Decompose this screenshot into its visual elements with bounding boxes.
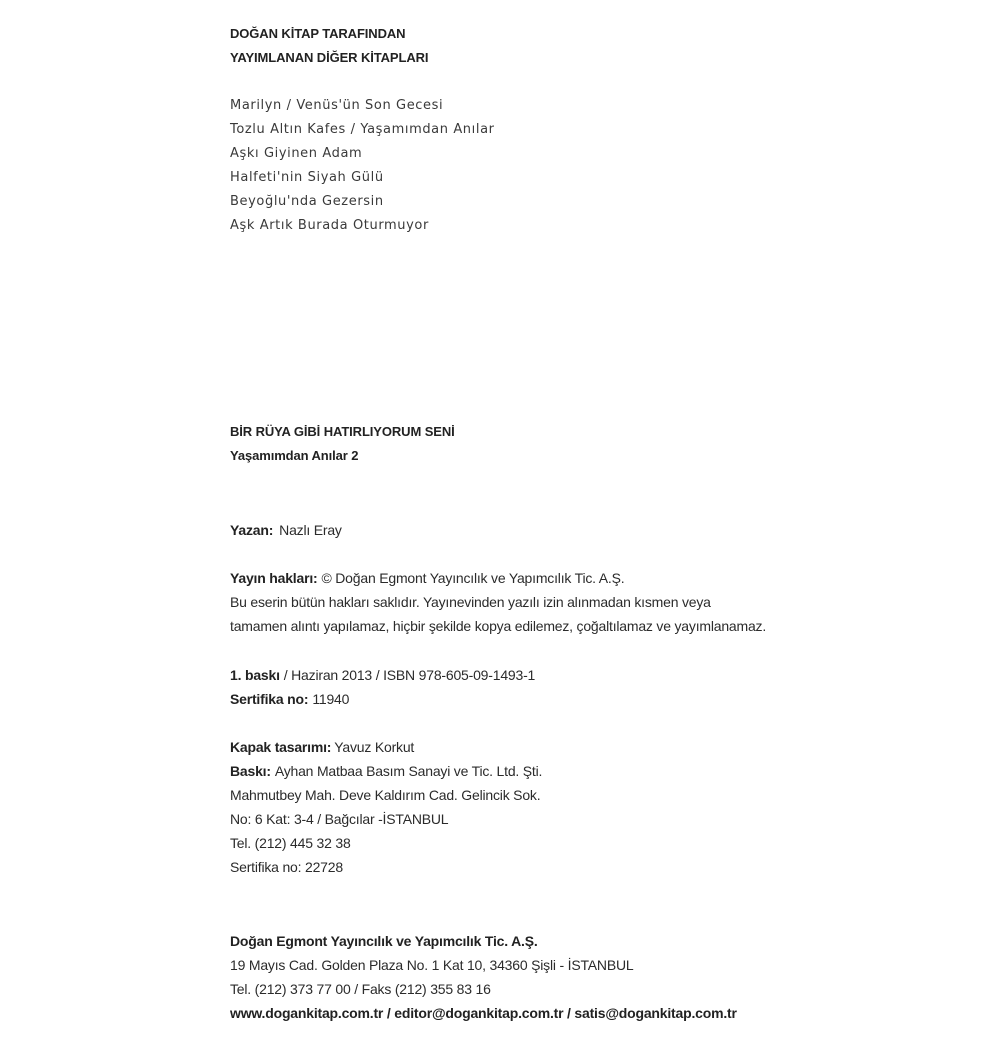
author-section	[230, 518, 970, 542]
book-title: BİR RÜYA GİBİ HATIRLIYORUM SENİ	[230, 424, 455, 439]
publisher-address: 19 Mayıs Cad. Golden Plaza No. 1 Kat 10, 34360 Şişli - İSTANBUL	[230, 957, 634, 973]
other-books-heading-line2: YAYIMLANAN DİĞER KİTAPLARI	[230, 50, 429, 65]
rights-notice-line1: Bu eserin bütün hakları saklıdır. Yayınevinden yazılı izin alınmadan kısmen veya	[230, 594, 711, 610]
edition-line	[230, 663, 970, 687]
book-list-item: Tozlu Altın Kafes / Yaşamımdan Anılar	[230, 122, 495, 137]
cover-designer: Yavuz Korkut	[334, 739, 415, 755]
printer-address-line1: Mahmutbey Mah. Deve Kaldırım Cad. Gelincik Sok.	[230, 787, 541, 803]
edition-section	[230, 663, 970, 711]
printer-certificate: Sertifika no: 22728	[230, 859, 343, 875]
rights-holder: © Doğan Egmont Yayıncılık ve Yapımcılık Tic. A.Ş.	[321, 570, 625, 586]
publisher-section	[230, 929, 970, 1025]
edition-certificate-number: 11940	[312, 691, 350, 707]
rights-notice-line2: tamamen alıntı yapılamaz, hiçbir şekilde kopya edilemez, çoğaltılamaz ve yayımlanamaz.	[230, 618, 767, 634]
book-list-item: Halfeti'nin Siyah Gülü	[230, 170, 384, 185]
edition-label: 1. baskı	[230, 667, 280, 683]
publisher-web-contacts: www.dogankitap.com.tr / editor@dogankitap.com.tr / satis@dogankitap.com.tr	[230, 1005, 737, 1021]
printer-name: Ayhan Matbaa Basım Sanayi ve Tic. Ltd. Şti.	[274, 763, 543, 779]
edition-certificate-label: Sertifika no:	[230, 691, 309, 707]
printer-line	[230, 759, 970, 783]
printer-phone: Tel. (212) 445 32 38	[230, 835, 351, 851]
author-line	[230, 518, 970, 542]
printer-label: Baskı:	[230, 763, 271, 779]
edition-details: / Haziran 2013 / ISBN 978-605-09-1493-1	[283, 667, 536, 683]
book-list-item: Beyoğlu'nda Gezersin	[230, 194, 384, 209]
publisher-phone-fax: Tel. (212) 373 77 00 / Faks (212) 355 83 16	[230, 981, 491, 997]
book-list-item: Aşkı Giyinen Adam	[230, 146, 363, 161]
cover-design-line	[230, 735, 970, 759]
other-books-section	[230, 22, 970, 238]
rights-label: Yayın hakları:	[230, 570, 318, 586]
rights-line	[230, 566, 970, 590]
rights-section	[230, 566, 970, 638]
printer-address-line2: No: 6 Kat: 3-4 / Bağcılar -İSTANBUL	[230, 811, 449, 827]
book-list-item: Marilyn / Venüs'ün Son Gecesi	[230, 98, 444, 113]
book-subtitle: Yaşamımdan Anılar 2	[230, 448, 359, 463]
author-name: Nazlı Eray	[279, 522, 342, 538]
author-label: Yazan:	[230, 522, 274, 538]
book-title-section	[230, 420, 970, 468]
other-books-heading-line1: DOĞAN KİTAP TARAFINDAN	[230, 26, 406, 41]
edition-certificate-line	[230, 687, 970, 711]
publisher-name: Doğan Egmont Yayıncılık ve Yapımcılık Tic. A.Ş.	[230, 933, 538, 949]
book-list-item: Aşk Artık Burada Oturmuyor	[230, 218, 429, 233]
production-section	[230, 735, 970, 879]
cover-design-label: Kapak tasarımı:	[230, 739, 332, 755]
